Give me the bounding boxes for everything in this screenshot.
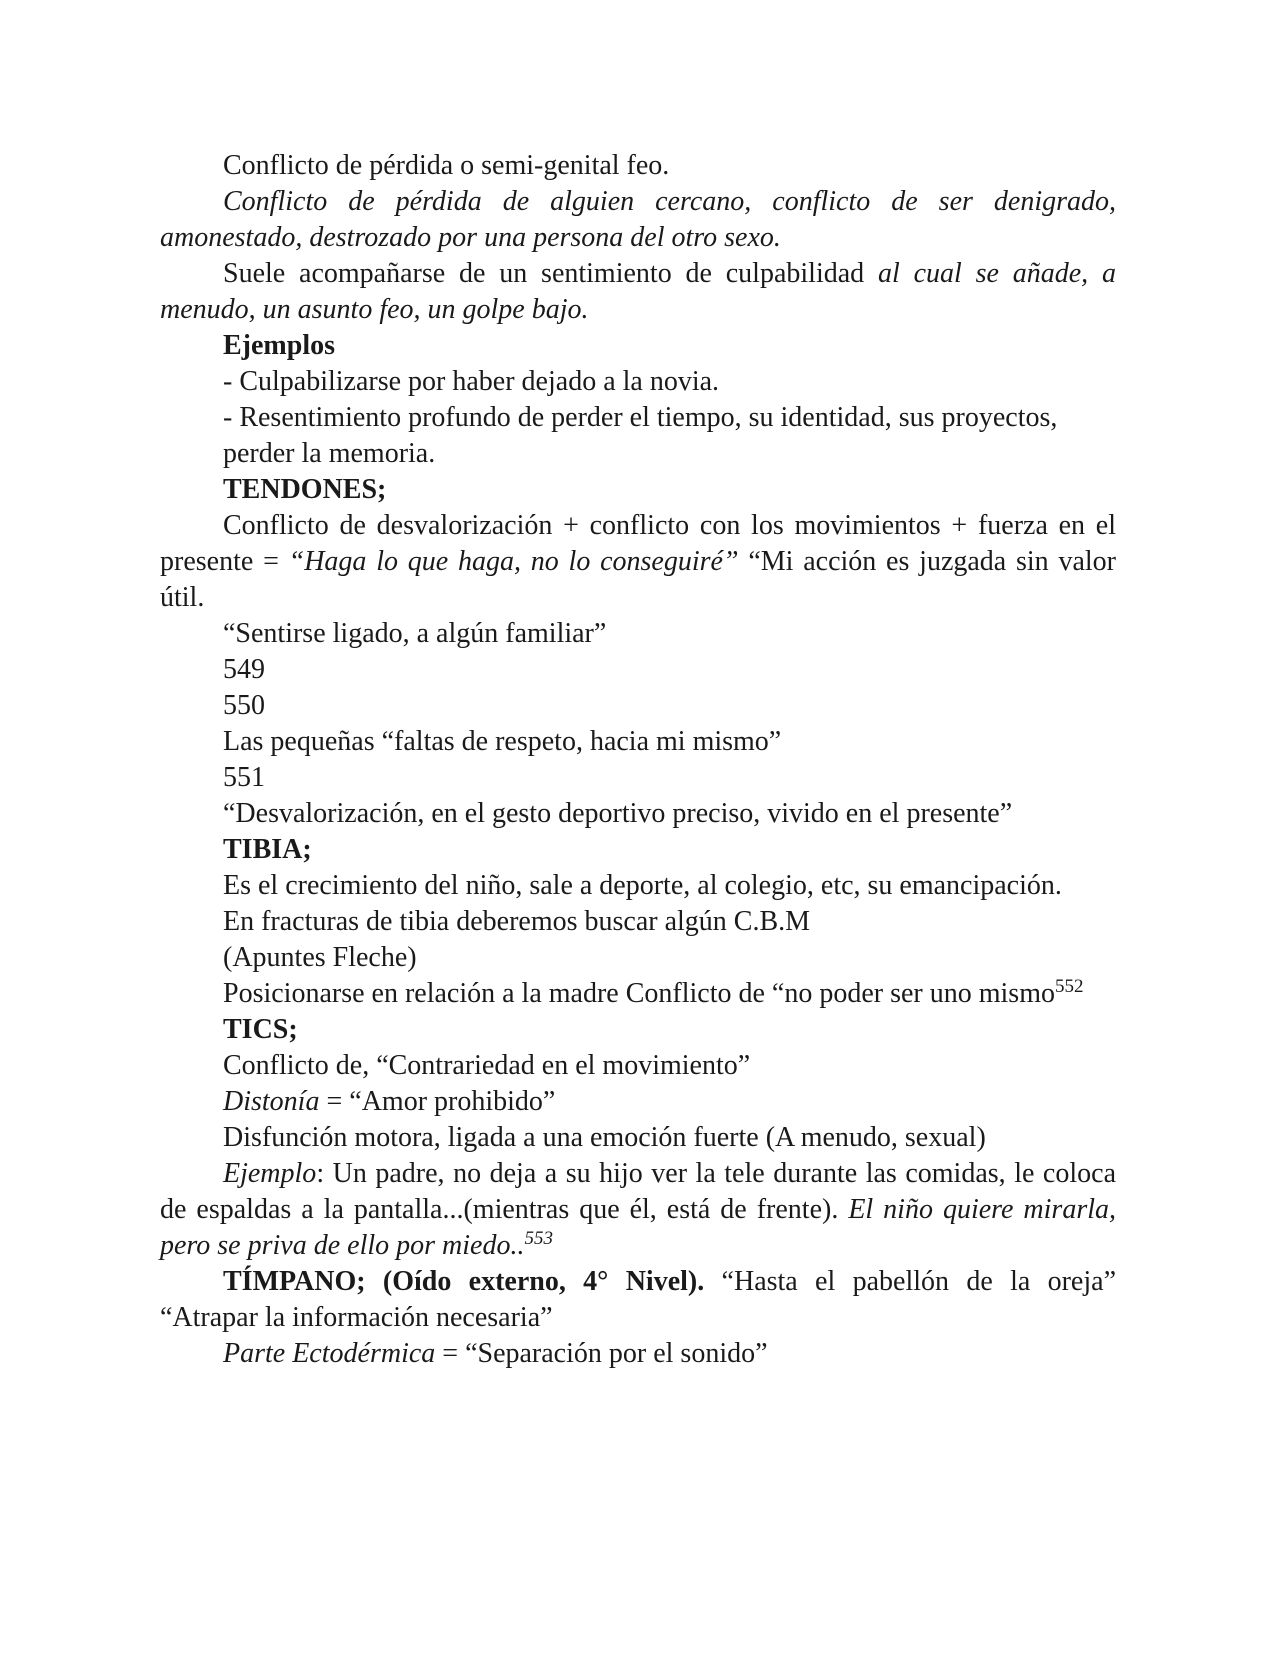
paragraph-conflict-loss-detail: Conflicto de pérdida de alguien cercano, conflicto de ser denigrado, amonestado, destrozado por una persona del otro sexo. <box>160 186 1116 253</box>
document-page <box>160 148 1116 1372</box>
paragraph-ejemplo <box>160 1156 1116 1264</box>
paragraph-guilt <box>160 256 1116 328</box>
tendones-quote: “Mi acción es juzgada sin valor útil. <box>160 546 1116 613</box>
paragraph-disfuncion: Disfunción motora, ligada a una emoción fuerte (A menudo, sexual) <box>223 1122 986 1153</box>
heading-tics: TICS; <box>223 1014 298 1045</box>
footnote-ref-553[interactable]: 553 <box>524 1228 553 1249</box>
paragraph-distonia <box>160 1084 1116 1120</box>
paragraph-contrariedad: Conflicto de, “Contrariedad en el movimiento” <box>223 1050 751 1081</box>
heading-tibia: TIBIA; <box>223 834 312 865</box>
heading-tendones: TENDONES; <box>223 474 387 505</box>
posicionarse-text: Posicionarse en relación a la madre Conflicto de “no poder ser uno mismo <box>223 978 1055 1009</box>
heading-examples: Ejemplos <box>223 330 335 361</box>
distonia-text: = “Amor prohibido” <box>319 1086 556 1117</box>
tendones-text: Conflicto de desvalorización + conflicto con los movimientos + fuerza en el presente = <box>160 510 1116 577</box>
paragraph-timpano <box>160 1264 1116 1336</box>
example-item-2-cont: perder la memoria. <box>223 438 436 469</box>
footnote-ref-552[interactable]: 552 <box>1054 976 1084 997</box>
guilt-text: Suele acompañarse de un sentimiento de culpabilidad <box>223 258 878 289</box>
ejemplo-label: Ejemplo <box>223 1158 317 1189</box>
footnote-number-550: 550 <box>223 690 265 721</box>
ectodermica-text: = “Separación por el sonido” <box>435 1338 768 1369</box>
guilt-text-italic: al cual se añade, a menudo, un asunto feo, un golpe bajo. <box>160 258 1116 325</box>
paragraph-fracturas: En fracturas de tibia deberemos buscar algún C.B.M <box>223 906 811 937</box>
paragraph-tibia: Es el crecimiento del niño, sale a deporte, al colegio, etc, su emancipación. <box>223 870 1062 901</box>
quote-faltas-respeto: Las pequeñas “faltas de respeto, hacia mi mismo” <box>223 726 782 757</box>
footnote-number-551: 551 <box>223 762 265 793</box>
footnote-number-549: 549 <box>223 654 265 685</box>
paragraph-tendones <box>160 508 1116 616</box>
example-item-1: - Culpabilizarse por haber dejado a la novia. <box>223 366 720 397</box>
paragraph-apuntes: (Apuntes Fleche) <box>223 942 417 973</box>
distonia-term: Distonía <box>223 1086 320 1117</box>
tendones-quote-italic: “Haga lo que haga, no lo conseguiré” <box>288 546 739 577</box>
heading-timpano: TÍMPANO; (Oído externo, 4° Nivel). <box>223 1266 705 1297</box>
quote-desvalorizacion: “Desvalorización, en el gesto deportivo preciso, vivido en el presente” <box>223 798 1013 829</box>
paragraph-posicionarse <box>160 976 1116 1012</box>
timpano-text: “Hasta el pabellón de la oreja” “Atrapar la información necesaria” <box>160 1266 1116 1333</box>
paragraph-conflict-loss: Conflicto de pérdida o semi-genital feo. <box>223 150 670 181</box>
example-item-2: - Resentimiento profundo de perder el tiempo, su identidad, sus proyectos, <box>223 402 1058 433</box>
ejemplo-text-italic: El niño quiere mirarla, pero se priva de ello por miedo.. <box>160 1194 1116 1261</box>
ejemplo-text: : Un padre, no deja a su hijo ver la tele durante las comidas, le coloca de espaldas a la pantalla...(mientras que él, está de frente). <box>160 1158 1116 1225</box>
quote-ligado: “Sentirse ligado, a algún familiar” <box>223 618 607 649</box>
paragraph-ectodermica <box>160 1336 1116 1372</box>
ectodermica-term: Parte Ectodérmica <box>223 1338 436 1369</box>
